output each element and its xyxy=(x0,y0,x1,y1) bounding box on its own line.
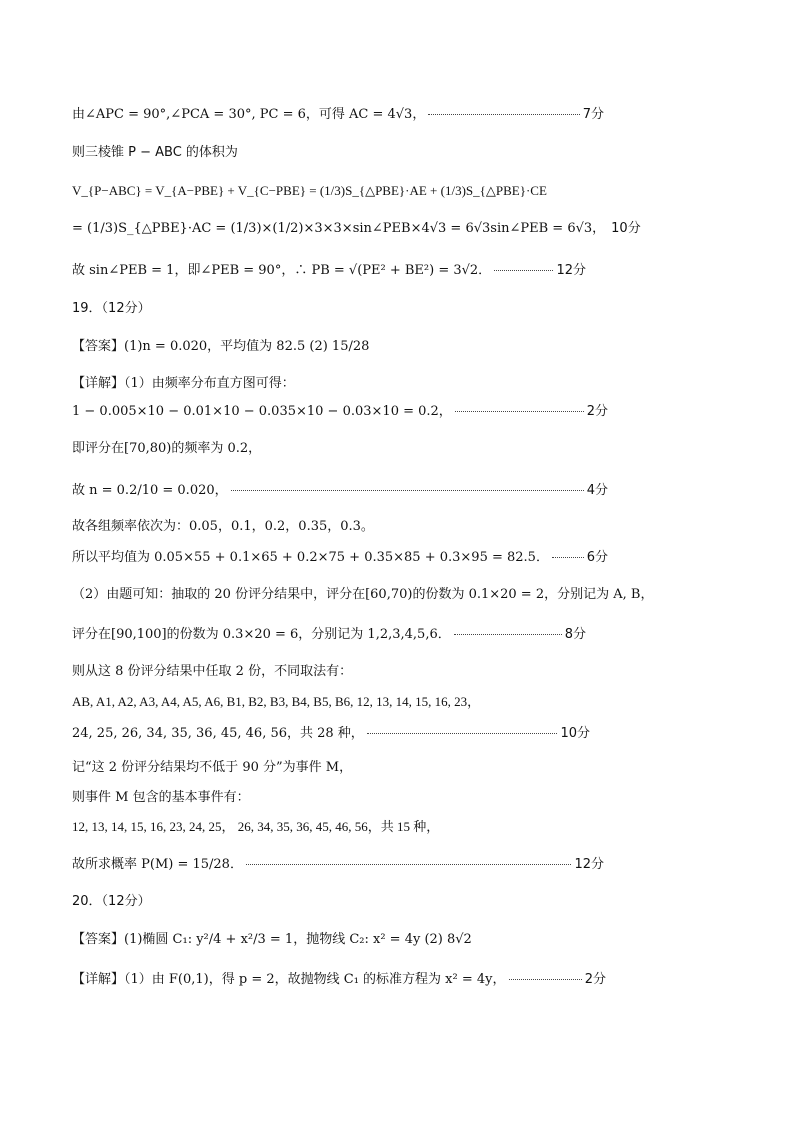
score-points: 10分 xyxy=(611,221,641,236)
solution-line-9 xyxy=(72,403,608,421)
line-text: 1 − 0.005×10 − 0.01×10 − 0.035×10 − 0.03×10 = 0.2， xyxy=(72,404,452,419)
line-text: 评分在[90,100]的份数为 0.3×20 = 6，分别记为 1,2,3,4,5,6． xyxy=(72,627,451,642)
dotted-leader xyxy=(367,733,558,734)
solution-line-2: 则三棱锥 P − ABC 的体积为 xyxy=(72,145,238,160)
solution-line-22 xyxy=(72,856,604,874)
dotted-leader xyxy=(231,490,584,491)
solution-line-20: 则事件 M 包含的基本事件有： xyxy=(72,790,250,805)
question-19-heading: 19．（12分） xyxy=(72,301,151,316)
solution-line-19: 记“这 2 份评分结果均不低于 90 分”为事件 M， xyxy=(72,760,353,775)
dotted-leader xyxy=(509,979,582,980)
solution-line-11 xyxy=(72,482,608,500)
line-text: 所以平均值为 0.05×55 + 0.1×65 + 0.2×75 + 0.35×85 + 0.3×95 = 82.5． xyxy=(72,550,549,565)
score-points: 10分 xyxy=(560,726,590,741)
solution-line-15 xyxy=(72,626,586,644)
detail-19-intro: 【详解】（1）由频率分布直方图可得： xyxy=(72,376,295,391)
solution-line-14: （2）由题可知：抽取的 20 份评分结果中，评分在[60,70)的份数为 0.1×20 = 2，分别记为 A, B， xyxy=(72,587,654,602)
solution-line-10: 即评分在[70,80)的频率为 0.2， xyxy=(72,441,262,456)
dotted-leader xyxy=(494,270,553,271)
dotted-leader xyxy=(428,114,579,115)
score-points: 12分 xyxy=(574,857,604,872)
solution-line-25 xyxy=(72,971,606,989)
dotted-leader xyxy=(454,634,562,635)
dotted-leader xyxy=(455,411,584,412)
solution-line-16: 则从这 8 份评分结果中任取 2 份，不同取法有： xyxy=(72,664,353,679)
question-20-heading: 20．（12分） xyxy=(72,894,151,909)
solution-line-18 xyxy=(72,725,590,743)
line-text: = (1/3)S_{△PBE}·AC = (1/3)×(1/2)×3×3×sin∠PEB×4√3 = 6√3sin∠PEB = 6√3， xyxy=(72,221,606,236)
line-text: 【详解】（1）由 F(0,1)，得 p = 2，故抛物线 C₁ 的标准方程为 x² = 4y， xyxy=(72,972,506,987)
solution-line-12: 故各组频率依次为：0.05，0.1，0.2，0.35，0.3。 xyxy=(72,519,374,534)
answer-19: 【答案】(1)n = 0.020，平均值为 82.5 (2) 15/28 xyxy=(72,339,370,354)
solution-line-5 xyxy=(72,262,586,280)
dotted-leader xyxy=(552,557,584,558)
solution-line-21: 12, 13, 14, 15, 16, 23, 24, 25， 26, 34, 35, 36, 45, 46, 56，共 15 种， xyxy=(72,819,440,834)
score-points: 2分 xyxy=(584,972,606,987)
line-text: 故 n = 0.2/10 = 0.020， xyxy=(72,483,228,498)
solution-line-3: V_{P−ABC} = V_{A−PBE} + V_{C−PBE} = (1/3)S_{△PBE}·AE + (1/3)S_{△PBE}·CE xyxy=(72,183,547,198)
score-points: 8分 xyxy=(564,627,586,642)
score-points: 7分 xyxy=(582,107,604,122)
score-points: 6分 xyxy=(586,550,608,565)
dotted-leader xyxy=(246,864,571,865)
line-text: 24, 25, 26, 34, 35, 36, 45, 46, 56，共 28 种， xyxy=(72,726,364,741)
solution-line-4 xyxy=(72,220,641,238)
score-points: 2分 xyxy=(586,404,608,419)
line-text: 由∠APC = 90°,∠PCA = 30°, PC = 6，可得 AC = 4√3， xyxy=(72,107,426,122)
line-text: 故 sin∠PEB = 1，即∠PEB = 90°，∴ PB = √(PE² + BE²) = 3√2． xyxy=(72,263,492,278)
answer-20: 【答案】(1)椭圆 C₁: y²/4 + x²/3 = 1，抛物线 C₂: x² = 4y (2) 8√2 xyxy=(72,932,472,947)
score-points: 12分 xyxy=(556,263,586,278)
solution-line-17: AB, A1, A2, A3, A4, A5, A6, B1, B2, B3, B4, B5, B6, 12, 13, 14, 15, 16, 23， xyxy=(72,694,481,709)
score-points: 4分 xyxy=(586,483,608,498)
solution-line-1 xyxy=(72,106,604,124)
line-text: 故所求概率 P(M) = 15/28． xyxy=(72,857,243,872)
solution-line-13 xyxy=(72,549,608,567)
